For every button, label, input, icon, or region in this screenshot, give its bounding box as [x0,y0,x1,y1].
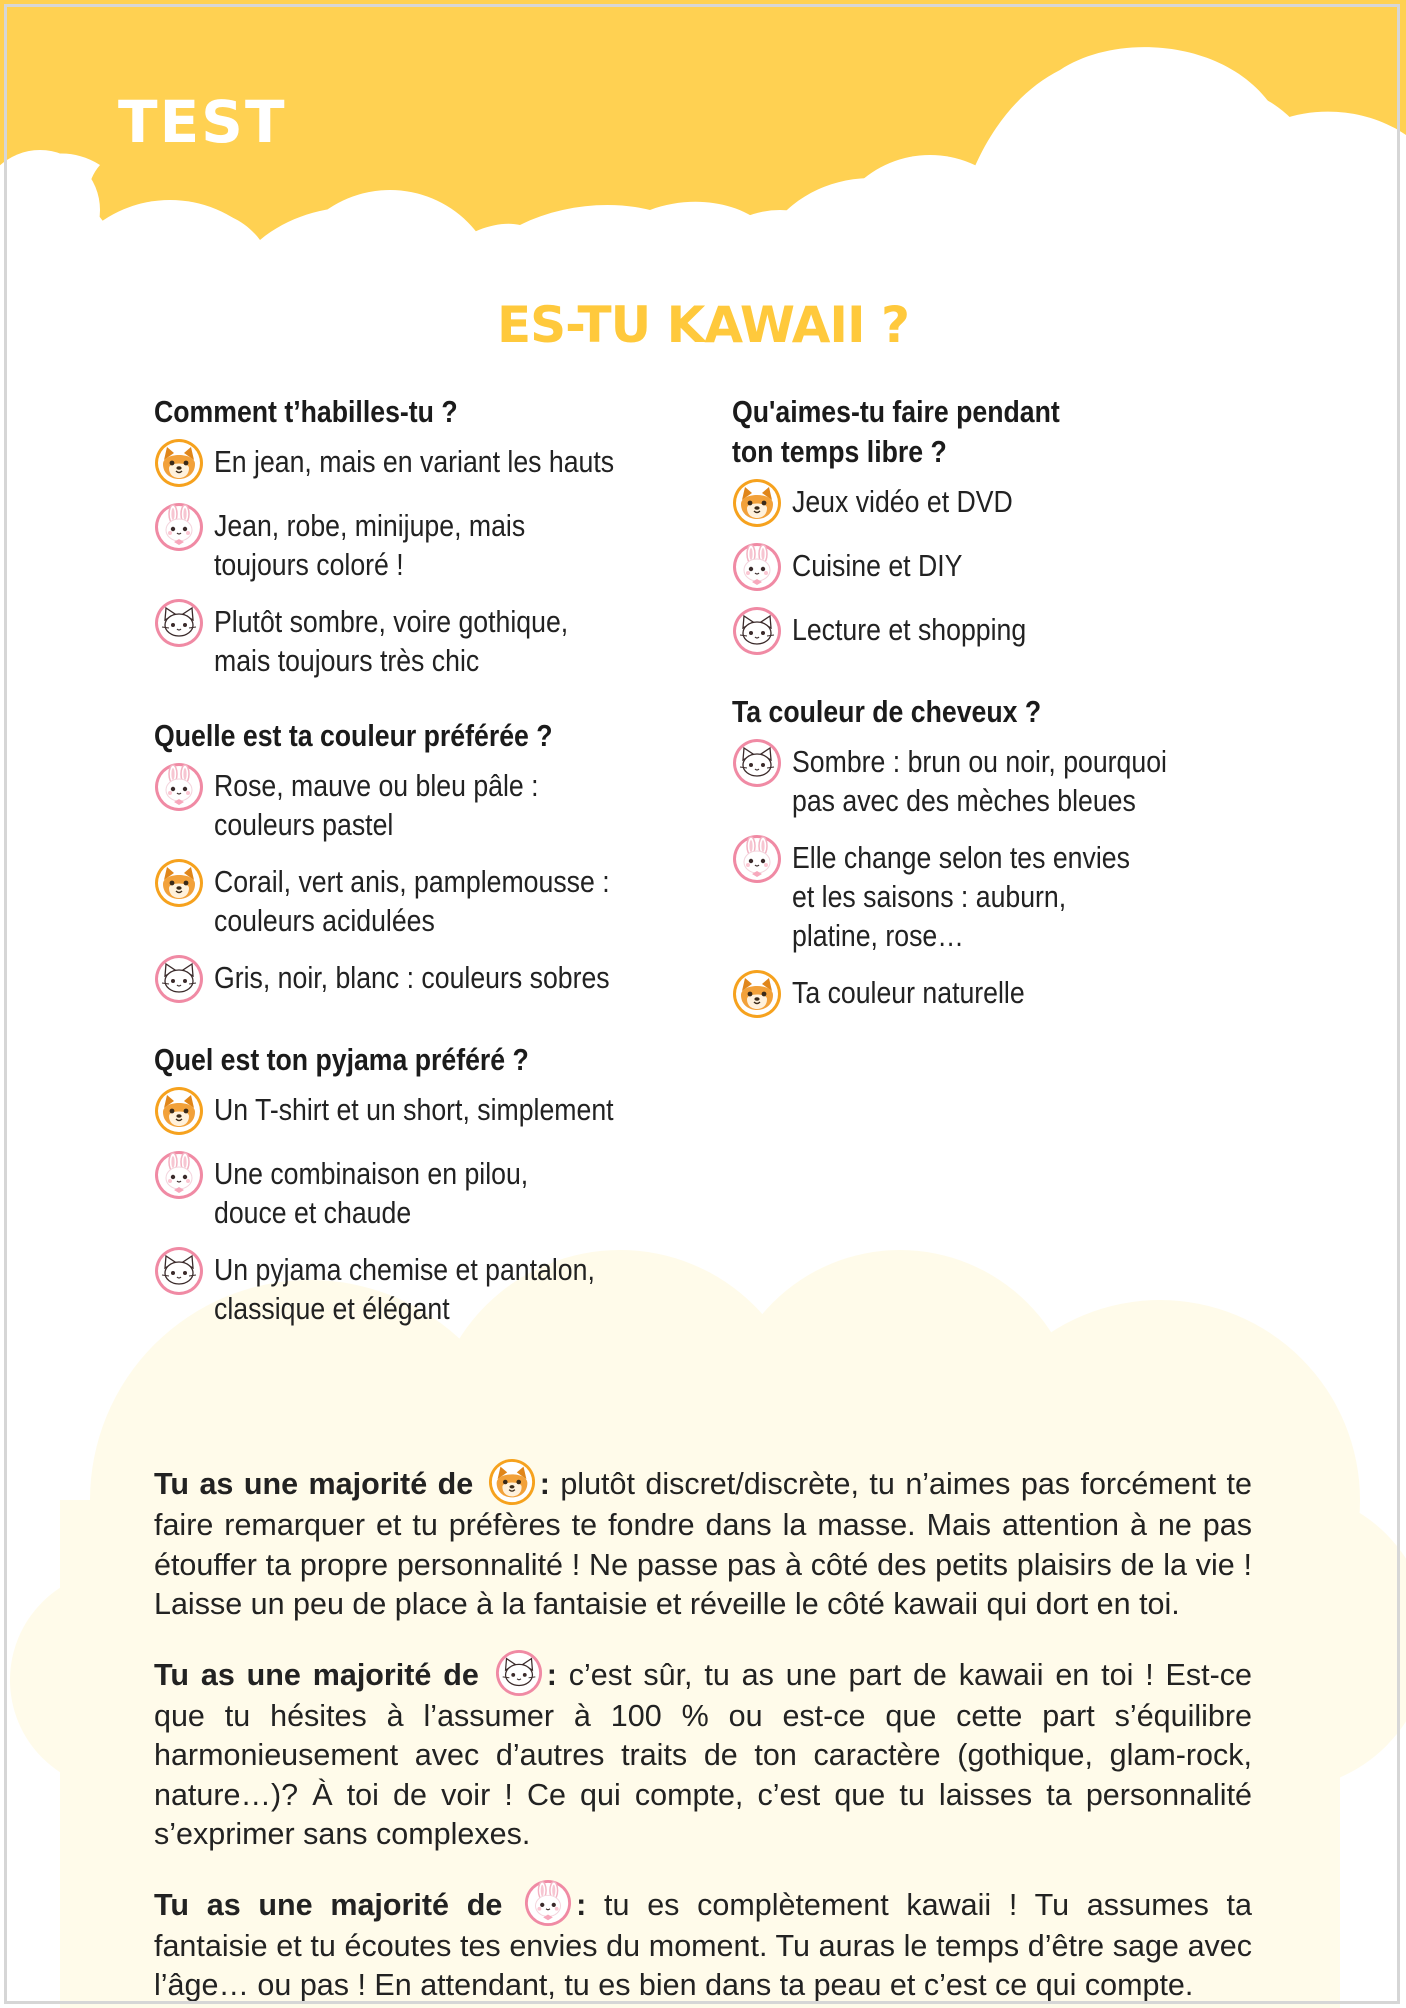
question-block [154,1040,714,1328]
results-section [154,1458,1252,2008]
result-paragraph [154,1879,1252,2006]
answer-text-line2: pas avec des mèches bleues [792,783,1136,818]
answer-text: Un pyjama chemise et pantalon, [214,1252,595,1287]
quiz-title: ES-TU KAWAII ? [496,296,910,354]
answer-option[interactable] [154,862,714,940]
answer-option[interactable] [154,602,714,680]
answer-text: Jeux vidéo et DVD [792,484,1013,519]
bunny-face-icon [732,834,782,884]
cat-face-icon [154,954,204,1004]
answer-text: Ta couleur naturelle [792,975,1025,1010]
bunny-face-icon [154,762,204,812]
answer-option[interactable] [732,742,1312,820]
result-lead: Tu as une majorité de [154,1657,479,1692]
result-lead: Tu as une majorité de [154,1887,503,1922]
answer-text: Un T-shirt et un short, simplement [214,1092,614,1127]
shiba-face-icon [488,1458,536,1506]
answer-text: Elle change selon tes envies [792,840,1130,875]
header-test-label: TEST [118,88,287,156]
question-title: Ta couleur de cheveux ? [732,694,1042,729]
result-text: c’est sûr, tu as une part de kawaii en toi ! Est-ce que tu hésites à l’assumer à 100 % ou est-ce que cette part s’équilibre harmonieusement avec d’autres traits de ton caractère (gothique, glam-rock, nature…)? À toi de voir ! Ce qui compte, c’est que tu laisses ta personnalité s’exprimer sans complexes. [154,1657,1252,1851]
answer-text: Lecture et shopping [792,612,1027,647]
question-title: Quel est ton pyjama préféré ? [154,1042,529,1077]
result-paragraph [154,1649,1252,1855]
answer-option[interactable] [154,1250,714,1328]
answer-option[interactable] [154,1090,714,1136]
answer-text: Cuisine et DIY [792,548,963,583]
bunny-face-icon [154,1150,204,1200]
answer-text-line2: et les saisons : auburn, [792,879,1067,914]
question-block [732,392,1312,656]
question-title-line1: Qu'aimes-tu faire pendant [732,394,1060,429]
result-colon: : [539,1467,550,1501]
answer-text-line2: couleurs pastel [214,807,394,842]
answer-list [154,766,714,1004]
answer-text: Sombre : brun ou noir, pourquoi [792,744,1167,779]
answer-option[interactable] [154,442,714,488]
answer-option[interactable] [732,610,1312,656]
shiba-face-icon [154,1086,204,1136]
answer-option[interactable] [154,766,714,844]
answer-list [732,742,1312,1019]
answer-option[interactable] [732,973,1312,1019]
question-block [154,392,714,680]
answer-text: Gris, noir, blanc : couleurs sobres [214,960,610,995]
result-text: plutôt discret/discrète, tu n’aimes pas forcément te faire remarquer et tu préfères te fondre dans la masse. Mais attention à ne pas étouffer ta propre personnalité ! Ne passe pas à côté des petits plaisirs de la vie ! Laisse un peu de place à la fantaisie et réveille le côté kawaii qui dort en toi. [154,1467,1252,1621]
answer-option[interactable] [732,838,1312,955]
question-title-line2: ton temps libre ? [732,434,947,469]
question-title [732,392,1231,472]
answer-option[interactable] [732,546,1312,592]
shiba-face-icon [154,858,204,908]
left-column [154,392,714,1364]
cat-face-icon [154,598,204,648]
answer-list [732,482,1312,656]
answer-text: Rose, mauve ou bleu pâle : [214,768,539,803]
bunny-face-icon [154,502,204,552]
answer-option[interactable] [154,506,714,584]
answer-text: Plutôt sombre, voire gothique, [214,604,569,639]
question-title: Quelle est ta couleur préférée ? [154,718,553,753]
answer-text-line2: douce et chaude [214,1195,412,1230]
bunny-face-icon [524,1879,572,1927]
right-column [732,392,1312,1055]
answer-text: Corail, vert anis, pamplemousse : [214,864,610,899]
answer-option[interactable] [732,482,1312,528]
result-text: tu es complètement kawaii ! Tu assumes ta fantaisie et tu écoutes tes envies du moment. Tu auras le temps d’être sage avec l’âge… ou pas ! En attendant, tu es bien dans ta peau et c’est ce qui compte. [154,1887,1252,2002]
question-title: Comment t’habilles-tu ? [154,394,458,429]
answer-text-line2: couleurs acidulées [214,903,435,938]
answer-option[interactable] [154,1154,714,1232]
bunny-face-icon [732,542,782,592]
answer-text: Jean, robe, minijupe, mais [214,508,526,543]
answer-text-line3: platine, rose… [792,918,964,953]
answer-text: En jean, mais en variant les hauts [214,444,615,479]
question-block [154,716,714,1004]
answer-text-line2: mais toujours très chic [214,643,480,678]
answer-option[interactable] [154,958,714,1004]
result-lead: Tu as une majorité de [154,1467,474,1501]
question-block [732,692,1312,1019]
shiba-face-icon [732,969,782,1019]
answer-list [154,442,714,680]
result-colon: : [546,1657,557,1692]
cat-face-icon [495,1649,543,1697]
answer-text: Une combinaison en pilou, [214,1156,529,1191]
result-paragraph [154,1458,1252,1625]
shiba-face-icon [154,438,204,488]
answer-list [154,1090,714,1328]
cat-face-icon [154,1246,204,1296]
cat-face-icon [732,606,782,656]
answer-text-line2: classique et élégant [214,1291,450,1326]
cat-face-icon [732,738,782,788]
result-colon: : [576,1887,587,1922]
answer-text-line2: toujours coloré ! [214,547,404,582]
shiba-face-icon [732,478,782,528]
